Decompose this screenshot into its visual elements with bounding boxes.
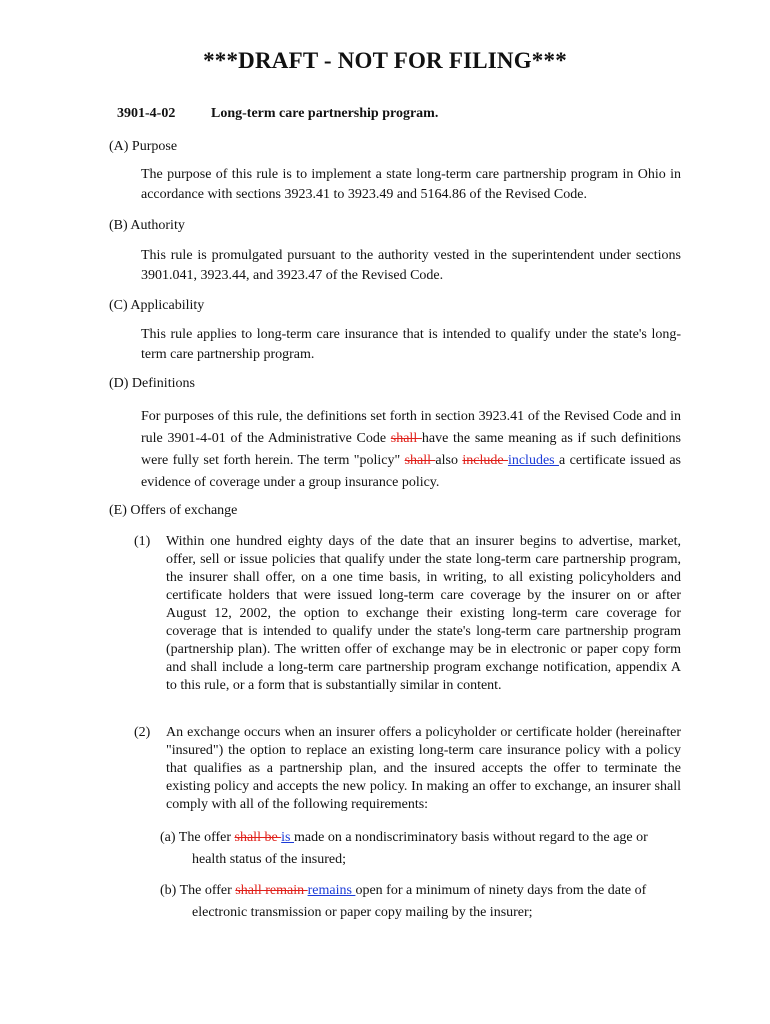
section-c-heading: (C) Applicability [109, 298, 205, 313]
list-item [134, 533, 681, 695]
item-1-text: Within one hundred eighty days of the date that an insurer begins to advertise, market, offer, sell or issue policies that qualify under the state long-term care partnership program, the insurer shall offer, on a one time basis, in writing, to all existing policyholders and certificate holders that were issued long-term care coverage by the insurer on or after August 12, 2002, the option to exchange their existing long-term care coverage for coverage that is intended to qualify under the state's long-term care partnership program (partnership plan). The written offer of exchange may be in electronic or paper copy form and shall include a long-term care partnership program exchange notification, appendix A to this rule, or a form that is substantially similar in content. [166, 534, 681, 693]
text-run: The offer [179, 883, 236, 898]
section-a-text: The purpose of this rule is to implement a state long-term care partnership program in Ohio in accordance with sections 3923.41 to 3923.49 and 5164.86 of the Revised Code. [141, 167, 681, 202]
deleted-text: include [462, 453, 508, 468]
text-run: also [435, 453, 463, 468]
section-b-heading: (B) Authority [109, 218, 185, 233]
list-item [134, 724, 681, 814]
section-c-text: This rule applies to long-term care insurance that is intended to qualify under the state's long-term care partnership program. [141, 327, 681, 362]
deleted-text: shall [404, 453, 436, 468]
item-2-label: (2) [134, 725, 151, 740]
deleted-text: shall be [234, 830, 282, 845]
section-a-heading: (A) Purpose [109, 139, 178, 154]
section-e-heading: (E) Offers of exchange [109, 503, 238, 518]
section-d-text [141, 406, 681, 494]
inserted-text: remains [307, 883, 356, 898]
rule-number: 3901-4-02 [117, 106, 176, 121]
text-run: a certificate issued as evidence of coverage under a group insurance policy. [141, 453, 681, 490]
sub-a-label: (a) [160, 830, 176, 845]
text-run: have the same meaning as if such definitions were fully set forth herein. The term "policy" [141, 431, 681, 468]
text-run: open for a minimum of ninety days from the date of electronic transmission or paper copy mailing by the insurer; [192, 883, 647, 920]
deleted-text: shall remain [235, 883, 308, 898]
sub-b-text [160, 880, 681, 924]
rule-title: Long-term care partnership program. [211, 106, 439, 121]
text-run: The offer [178, 830, 235, 845]
text-run: made on a nondiscriminatory basis without regard to the age or health status of the insured; [192, 830, 648, 867]
item-1-label: (1) [134, 534, 151, 549]
deleted-text: shall [390, 431, 422, 446]
text-run: For purposes of this rule, the definitions set forth in section 3923.41 of the Revised Code and in rule 3901-4-01 of the Administrative Code [141, 409, 681, 446]
inserted-text: includes [507, 453, 559, 468]
draft-title: ***DRAFT - NOT FOR FILING*** [203, 48, 567, 73]
sub-a-text [160, 827, 681, 871]
inserted-text: is [281, 830, 295, 845]
sub-b-label: (b) [160, 883, 177, 898]
rule-heading [117, 106, 438, 122]
item-2-text: An exchange occurs when an insurer offers a policyholder or certificate holder (hereinafter "insured") the option to replace an existing long-term care insurance policy with a policy that qualifies as a partnership plan, and the insured accepts the offer to terminate the existing policy and accepts the new policy. In making an offer to exchange, an insurer shall comply with all of the following requirements: [166, 725, 681, 812]
list-item [160, 827, 681, 871]
section-d-heading: (D) Definitions [109, 376, 195, 391]
list-item [160, 880, 681, 924]
section-b-text: This rule is promulgated pursuant to the authority vested in the superintendent under sections 3901.041, 3923.44, and 3923.47 of the Revised Code. [141, 248, 681, 283]
